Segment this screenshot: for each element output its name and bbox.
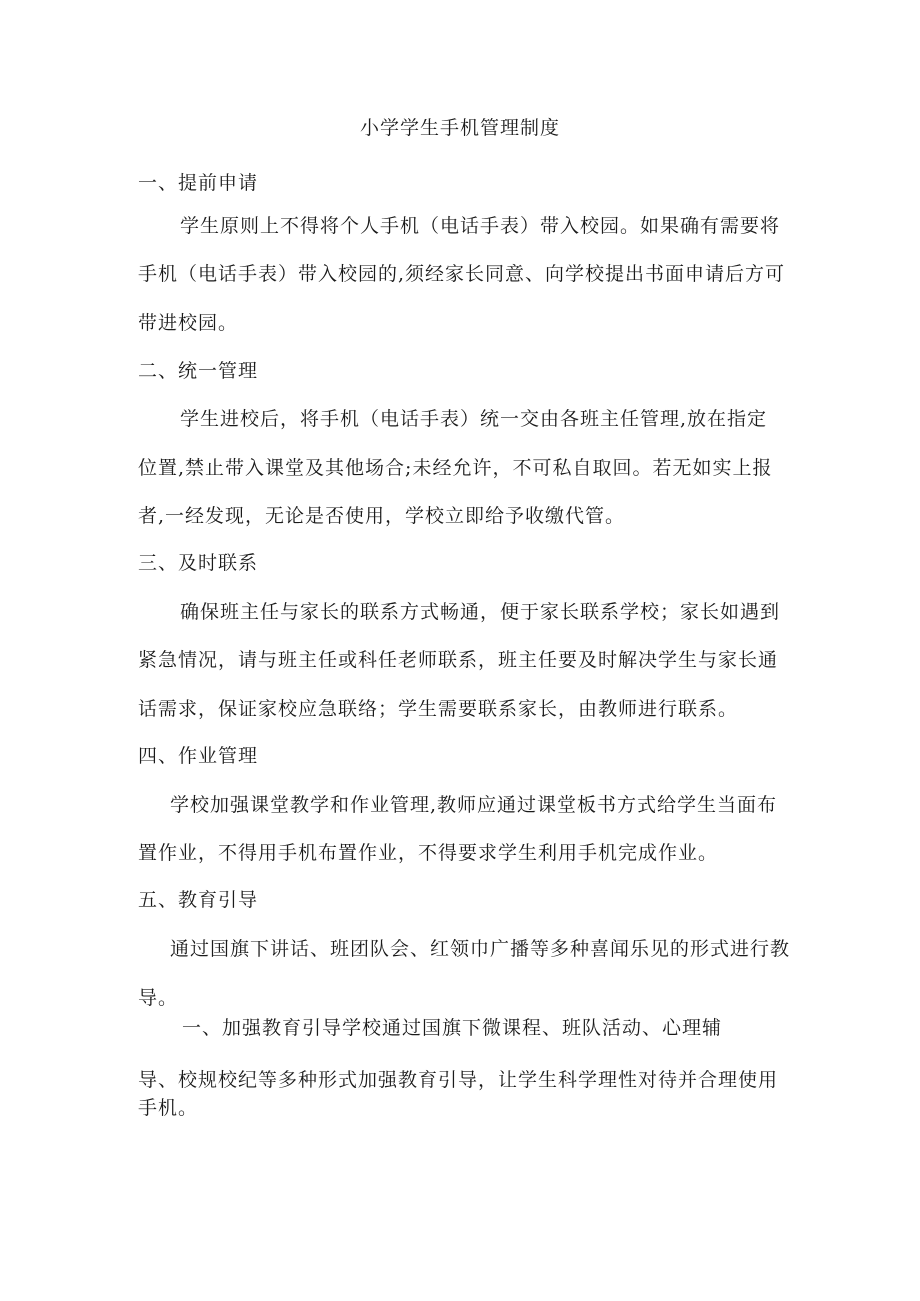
paragraph-line: 学生进校后，将手机（电话手表）统一交由各班主任管理,放在指定 bbox=[180, 408, 768, 430]
section-heading: 四、作业管理 bbox=[138, 745, 259, 767]
paragraph-line: 导。 bbox=[138, 987, 179, 1009]
section-heading: 三、及时联系 bbox=[138, 552, 259, 574]
paragraph-line: 手机（电话手表）带入校园的,须经家长同意、向学校提出书面申请后方可 bbox=[138, 263, 786, 285]
section-heading: 一、提前申请 bbox=[138, 172, 259, 194]
section-heading: 五、教育引导 bbox=[138, 889, 259, 911]
paragraph-line: 紧急情况，请与班主任或科任老师联系，班主任要及时解决学生与家长通 bbox=[138, 649, 779, 671]
section-heading: 二、统一管理 bbox=[138, 360, 259, 382]
paragraph-line: 通过国旗下讲话、班团队会、红领巾广播等多种喜闻乐见的形式进行教 bbox=[170, 938, 791, 960]
paragraph-line: 手机。 bbox=[138, 1097, 199, 1119]
document-title: 小学学生手机管理制度 bbox=[359, 117, 560, 139]
paragraph-line: 学校加强课堂教学和作业管理,教师应通过课堂板书方式给学生当面布 bbox=[170, 794, 778, 816]
paragraph-line: 话需求，保证家校应急联络；学生需要联系家长，由教师进行联系。 bbox=[138, 698, 739, 720]
paragraph-line: 带进校园。 bbox=[138, 312, 239, 334]
paragraph-line: 位置,禁止带入课堂及其他场合;未经允许，不可私自取回。若无如实上报 bbox=[138, 457, 773, 479]
paragraph-line: 一、加强教育引导学校通过国旗下微课程、班队活动、心理辅 bbox=[182, 1017, 723, 1039]
paragraph-line: 者,一经发现，无论是否使用，学校立即给予收缴代管。 bbox=[138, 505, 626, 527]
paragraph-line: 导、校规校纪等多种形式加强教育引导，让学生科学理性对待并合理使用 bbox=[138, 1069, 779, 1091]
paragraph-line: 学生原则上不得将个人手机（电话手表）带入校园。如果确有需要将 bbox=[180, 215, 781, 237]
paragraph-line: 置作业，不得用手机布置作业，不得要求学生利用手机完成作业。 bbox=[138, 842, 719, 864]
paragraph-line: 确保班主任与家长的联系方式畅通，便于家长联系学校；家长如遇到 bbox=[180, 601, 781, 623]
